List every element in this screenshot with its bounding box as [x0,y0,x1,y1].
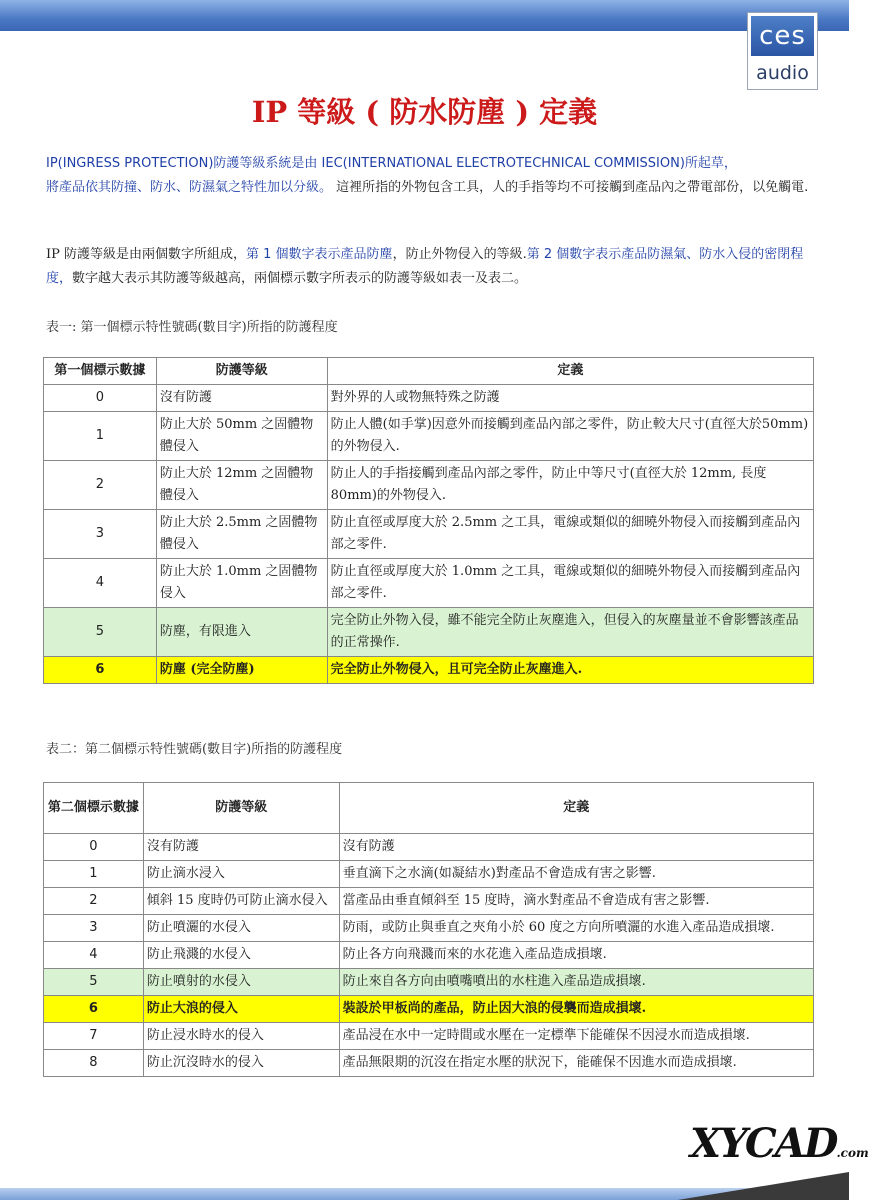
row-num: 6 [44,996,144,1023]
row-num: 5 [44,608,157,657]
intro2-part3: ，防止外物侵入的等級. [392,247,527,262]
xycad-watermark [690,1120,869,1170]
ces-audio-logo [747,12,818,90]
table-row-highlight-yellow [44,657,814,684]
row-num: 8 [44,1050,144,1077]
row-definition: 防止來自各方向由噴嘴噴出的水柱進入產品造成損壞. [339,969,813,996]
intro-paragraph-1 [46,152,816,200]
watermark-suffix: .com [836,1146,869,1160]
row-definition: 防止直徑或厚度大於 2.5mm 之工具，電線或類似的細曉外物侵入而接觸到產品內部之零件. [327,510,813,559]
intro-paragraph-2 [46,243,816,291]
intro1-part2: 將產品依其防撞、防水、防濕氣之特性加以分級。 [46,180,333,195]
row-num: 6 [44,657,157,684]
row-level: 防止沉沒時水的侵入 [143,1050,339,1077]
row-num: 3 [44,510,157,559]
row-definition: 產品浸在水中一定時間或水壓在一定標準下能確保不因浸水而造成損壞. [339,1023,813,1050]
row-definition: 防止人體(如手掌)因意外而接觸到產品內部之零件，防止較大尺寸(直徑大於50mm)的外物侵入. [327,412,813,461]
row-level: 防止飛濺的水侵入 [143,942,339,969]
row-definition: 對外界的人或物無特殊之防護 [327,385,813,412]
page-title: IP 等級 ( 防水防塵 ) 定義 [251,95,598,129]
header-digit: 第二個標示數據 [44,783,144,834]
intro1-part1: IP(INGRESS PROTECTION)防護等級系統是由 IEC(INTERNATIONAL ELECTROTECHNICAL COMMISSION)所起草， [46,156,737,171]
row-definition: 產品無限期的沉沒在指定水壓的狀況下，能確保不因進水而造成損壞. [339,1050,813,1077]
table-first-digit [43,357,814,684]
row-num: 2 [44,888,144,915]
table-row [44,861,814,888]
row-level: 防止滴水浸入 [143,861,339,888]
row-level: 防止噴灑的水侵入 [143,915,339,942]
table-second-digit [43,782,814,1077]
table-row-highlight-green [44,608,814,657]
header-digit: 第一個標示數據 [44,358,157,385]
row-num: 2 [44,461,157,510]
row-num: 5 [44,969,144,996]
logo-top-text: ces [751,16,814,56]
table-row [44,834,814,861]
row-definition: 沒有防護 [339,834,813,861]
row-definition: 防止人的手指接觸到產品內部之零件，防止中等尺寸(直徑大於 12mm, 長度80mm)的外物侵入. [327,461,813,510]
row-level: 防塵，有限進入 [156,608,327,657]
row-level: 沒有防護 [156,385,327,412]
table-row-highlight-green [44,969,814,996]
table-row-highlight-yellow [44,996,814,1023]
table-row [44,559,814,608]
table-row [44,412,814,461]
logo-bottom-text: audio [756,62,809,84]
table-row [44,461,814,510]
row-definition: 裝設於甲板尚的產品，防止因大浪的侵襲而造成損壞. [339,996,813,1023]
table1-caption: 表一: 第一個標示特性號碼(數目字)所指的防護程度 [46,320,338,335]
row-num: 1 [44,412,157,461]
table-row [44,1050,814,1077]
row-num: 3 [44,915,144,942]
row-num: 7 [44,1023,144,1050]
watermark-text: XYCAD [690,1120,837,1167]
intro2-part5: 數字越大表示其防護等級越高，兩個標示數字所表示的防護等級如表一及表二。 [72,271,528,286]
header-definition: 定義 [339,783,813,834]
header-level: 防護等級 [156,358,327,385]
row-num: 0 [44,834,144,861]
row-level: 防止大於 12mm 之固體物體侵入 [156,461,327,510]
row-level: 防止噴射的水侵入 [143,969,339,996]
intro2-part1: IP 防護等級是由兩個數字所組成， [46,247,247,262]
row-num: 4 [44,942,144,969]
row-definition: 防雨，或防止與垂直之夾角小於 60 度之方向所噴灑的水進入產品造成損壞. [339,915,813,942]
row-definition: 垂直滴下之水滴(如凝結水)對產品不會造成有害之影響. [339,861,813,888]
table-row [44,510,814,559]
table-row [44,385,814,412]
table-header-row [44,358,814,385]
row-level: 防止大於 1.0mm 之固體物侵入 [156,559,327,608]
header-definition: 定義 [327,358,813,385]
top-banner-bar [0,0,849,31]
row-definition: 完全防止外物侵入，且可完全防止灰塵進入. [327,657,813,684]
table-header-row [44,783,814,834]
row-level: 防塵 (完全防塵) [156,657,327,684]
table-row [44,888,814,915]
row-level: 沒有防護 [143,834,339,861]
table-row [44,1023,814,1050]
row-level: 防止大於 50mm 之固體物體侵入 [156,412,327,461]
header-level: 防護等級 [143,783,339,834]
row-num: 1 [44,861,144,888]
row-num: 0 [44,385,157,412]
table-row [44,942,814,969]
table-row [44,915,814,942]
row-level: 防止大於 2.5mm 之固體物體侵入 [156,510,327,559]
row-definition: 防止各方向飛濺而來的水花進入產品造成損壞. [339,942,813,969]
row-level: 傾斜 15 度時仍可防止滴水侵入 [143,888,339,915]
row-definition: 當產品由垂直傾斜至 15 度時，滴水對產品不會造成有害之影響. [339,888,813,915]
intro2-part2: 第 1 個數字表示產品防塵 [246,247,393,262]
intro1-part3: 這裡所指的外物包含工具，人的手指等均不可接觸到產品內之帶電部份，以免觸電. [336,180,809,195]
row-level: 防止大浪的侵入 [143,996,339,1023]
table2-caption: 表二：第二個標示特性號碼(數目字)所指的防護程度 [46,742,343,757]
row-definition: 完全防止外物入侵，雖不能完全防止灰塵進入，但侵入的灰塵量並不會影響該產品的正常操作. [327,608,813,657]
row-num: 4 [44,559,157,608]
intro2-part4: 第 2 個數字表示產品防濕氣、防水入侵的密閉程度， [46,247,804,286]
row-level: 防止浸水時水的侵入 [143,1023,339,1050]
row-definition: 防止直徑或厚度大於 1.0mm 之工具，電線或類似的細曉外物侵入而接觸到產品內部之零件. [327,559,813,608]
